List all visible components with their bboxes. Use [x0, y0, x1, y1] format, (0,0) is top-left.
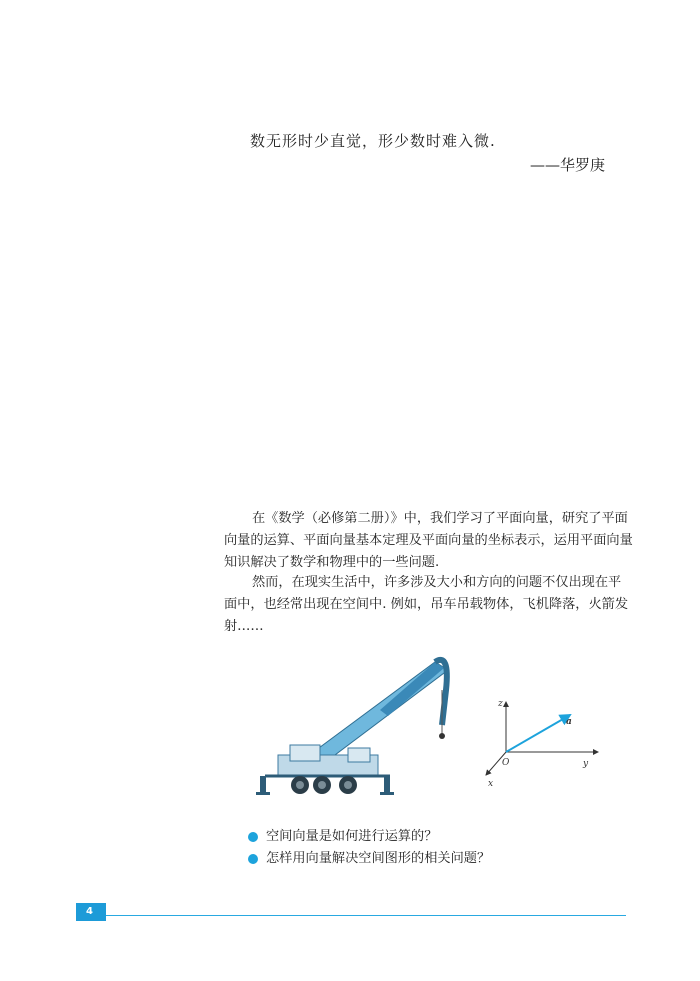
footer-rule: [76, 915, 626, 916]
bullet-dot-icon: [248, 832, 258, 842]
question-item: [248, 848, 490, 870]
epigraph-quote: 数无形时少直觉，形少数时难入微.: [250, 132, 496, 150]
x-axis-label: x: [488, 779, 494, 789]
question-item: [248, 826, 490, 848]
intro-paragraph-2: [224, 572, 634, 638]
guiding-questions: [248, 826, 490, 870]
vector-axes-diagram: [486, 699, 598, 789]
paragraph-2-text: 然而，在现实生活中，许多涉及大小和方向的问题不仅出现在平面中，也经常出现在空间中. 例如，吊车吊载物体，飞机降落，火箭发射……: [224, 575, 629, 634]
page-number-badge: [76, 903, 106, 921]
question-text: 空间向量是如何进行运算的？: [266, 829, 438, 844]
bullet-dot-icon: [248, 854, 258, 864]
page-number: 4: [86, 906, 93, 917]
crane-illustration: [256, 660, 448, 795]
crane-and-vector-figure: [230, 640, 620, 810]
origin-label: O: [502, 758, 510, 768]
epigraph-author: ——华罗庚: [530, 156, 606, 174]
vector-a-label: a: [566, 717, 572, 727]
vector-a: [506, 715, 570, 752]
intro-paragraph-1: [224, 508, 634, 574]
z-axis-label: z: [498, 699, 503, 709]
y-axis-label: y: [583, 759, 589, 769]
paragraph-1-text: 在《数学（必修第二册）》中，我们学习了平面向量，研究了平面向量的运算、平面向量基本定理及平面向量的坐标表示，运用平面向量知识解决了数学和物理中的一些问题.: [224, 511, 633, 570]
question-text: 怎样用向量解决空间图形的相关问题？: [266, 851, 491, 866]
